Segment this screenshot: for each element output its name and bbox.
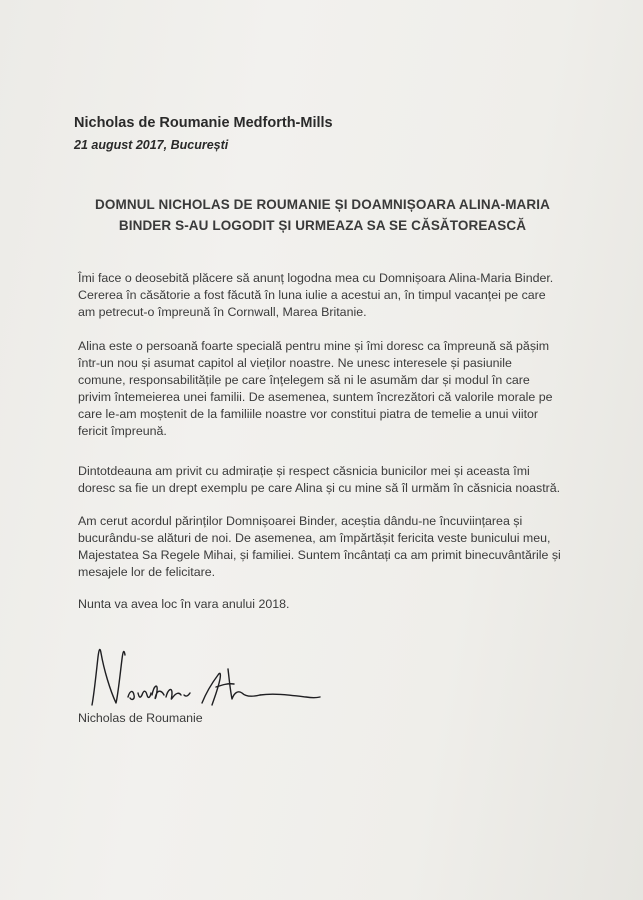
text-line: Majestatea Sa Regele Mihai, și familiei. Suntem încântați ca am primit binecuvântările și: [78, 548, 561, 562]
handwritten-signature: [84, 635, 324, 720]
headline: [60, 194, 585, 236]
paragraph-blessing: [78, 513, 578, 581]
paragraph-announcement: [78, 270, 578, 321]
text-line: care le-am moștenit de la familiile noastre vor constitui piatra de temelie a unui viitor: [78, 407, 539, 421]
text-line: Nunta va avea loc în vara anului 2018.: [78, 597, 290, 611]
text-line: într-un nou și asumat capitol al vieților noastre. Ne unesc interesele și pasiunile: [78, 356, 512, 370]
paragraph-about-alina: [78, 338, 578, 440]
text-line: fericit împreună.: [78, 424, 167, 438]
text-line: Am cerut acordul părinților Domnișoarei Binder, aceștia dându-ne încuviințarea și: [78, 514, 523, 528]
signatory-name: Nicholas de Roumanie: [78, 711, 203, 725]
paragraph-grandparents: [78, 463, 578, 497]
headline-line: BINDER S-AU LOGODIT ȘI URMEAZA SA SE CĂSĂTOREASCĂ: [118, 218, 527, 233]
text-line: Cererea în căsătorie a fost făcută în luna iulie a acestui an, în timpul vacanței pe care: [78, 288, 546, 302]
text-line: Alina este o persoană foarte specială pentru mine și îmi doresc ca împreună să pășim: [78, 339, 550, 353]
author-name: Nicholas de Roumanie Medforth-Mills: [74, 115, 333, 131]
headline-line: DOMNUL NICHOLAS DE ROUMANIE ȘI DOAMNIȘOARA ALINA-MARIA: [95, 197, 550, 212]
text-line: bucurându-se alături de noi. De asemenea, am împărtășit fericita veste bunicului meu,: [78, 531, 551, 545]
paragraph-wedding-date: [78, 596, 578, 613]
date-place: 21 august 2017, București: [74, 138, 229, 152]
text-line: Dintotdeauna am privit cu admirație și respect căsnicia bunicilor mei și aceasta îmi: [78, 464, 530, 478]
text-line: privim întemeierea unei familii. De asemenea, suntem încrezători că valorile morale pe: [78, 390, 553, 404]
text-line: doresc sa fie un drept exemplu pe care Alina și cu mine să îl urmăm în căsnicia noastră.: [78, 481, 561, 495]
text-line: am petrecut-o împreună în Cornwall, Marea Britanie.: [78, 305, 367, 319]
text-line: Îmi face o deosebită plăcere să anunț logodna mea cu Domnișoara Alina-Maria Binder.: [78, 271, 554, 285]
text-line: mesajele lor de felicitare.: [78, 565, 216, 579]
text-line: comune, responsabilitățile pe care înțelegem să ni le asumăm dar și modul în care: [78, 373, 530, 387]
